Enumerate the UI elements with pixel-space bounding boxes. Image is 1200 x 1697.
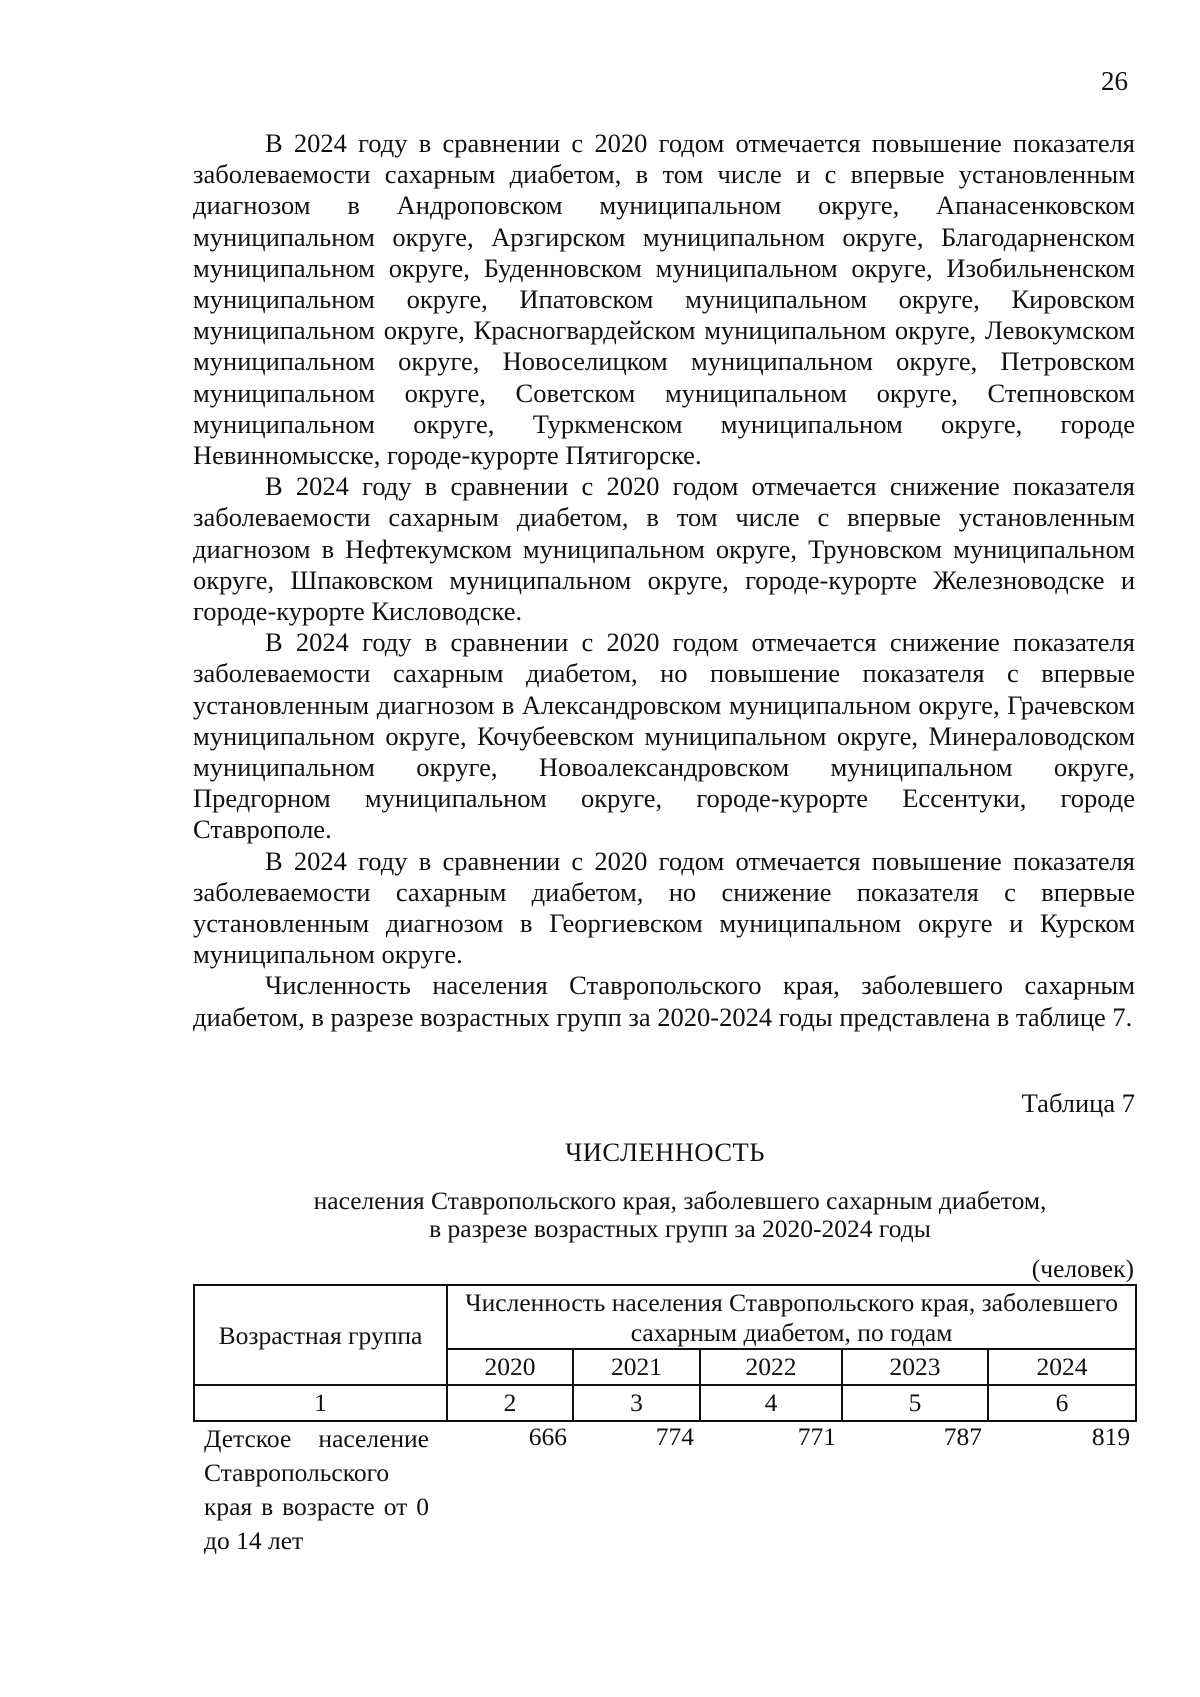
table-column-numbers-row bbox=[194, 1385, 1136, 1421]
header-year: 2023 bbox=[842, 1349, 988, 1385]
paragraph-1: В 2024 году в сравнении с 2020 годом отмечается повышение показателя заболеваемости сахарным диабетом, в том числе и с впервые установленным диагнозом в Андроповском муниципальном округе, Апанасенковском муниципальном округе, Арзгирском муниципальном округе, Благодарненском муниципальном округе, Буденновском муниципальном округе, Изобильненском муниципальном округе, Ипатовском муниципальном округе, Кировском муниципальном округе, Красногвардейском муниципальном округе, Левокумском муниципальном округе, Новоселицком муниципальном округе, Петровском муниципальном округе, Советском муниципальном округе, Степновском муниципальном округе, Туркменском муниципальном округе, городе Невинномысске, городе-курорте Пятигорске. bbox=[193, 128, 1135, 471]
header-year: 2020 bbox=[447, 1349, 573, 1385]
data-table bbox=[193, 1284, 1137, 1558]
paragraph-5: Численность населения Ставропольского края, заболевшего сахарным диабетом, в разрезе возрастных групп за 2020-2024 годы представлена в таблице 7. bbox=[193, 970, 1135, 1032]
header-year: 2021 bbox=[573, 1349, 700, 1385]
page-number: 26 bbox=[1101, 66, 1128, 96]
row-value: 666 bbox=[528, 1422, 567, 1451]
row-value: 819 bbox=[1091, 1422, 1131, 1451]
row-group-label: Детское население Ставропольского края в возрасте от 0 до 14 лет bbox=[204, 1424, 429, 1555]
column-number: 1 bbox=[194, 1385, 447, 1421]
header-span: Численность населения Ставропольского края, заболевшего сахарным диабетом, по годам bbox=[447, 1285, 1136, 1349]
column-number: 3 bbox=[573, 1385, 700, 1421]
column-number: 4 bbox=[700, 1385, 842, 1421]
row-value: 774 bbox=[655, 1422, 694, 1451]
table-subtitle-line-1: населения Ставропольского края, заболевшего сахарным диабетом, bbox=[313, 1186, 1047, 1215]
row-value: 771 bbox=[797, 1422, 836, 1451]
header-age-group: Возрастная группа bbox=[194, 1285, 447, 1385]
header-year: 2022 bbox=[700, 1349, 842, 1385]
column-number: 6 bbox=[988, 1385, 1136, 1421]
unit-label: (человек) bbox=[1031, 1254, 1134, 1283]
paragraph-3: В 2024 году в сравнении с 2020 годом отмечается снижение показателя заболеваемости сахарным диабетом, но повышение показателя с впервые установленным диагнозом в Александровском муниципальном округе, Грачевском муниципальном округе, Кочубеевском муниципальном округе, Минераловодском муниципальном округе, Новоалександровском муниципальном округе, Предгорном муниципальном округе, городе-курорте Ессентуки, городе Ставрополе. bbox=[193, 627, 1135, 845]
column-number: 5 bbox=[842, 1385, 988, 1421]
paragraph-2: В 2024 году в сравнении с 2020 годом отмечается снижение показателя заболеваемости сахарным диабетом, в том числе с впервые установленным диагнозом в Нефтекумском муниципальном округе, Труновском муниципальном округе, Шпаковском муниципальном округе, городе-курорте Железноводске и городе-курорте Кисловодске. bbox=[193, 471, 1135, 627]
table-row bbox=[194, 1421, 1136, 1558]
table-subtitle-line-2: в разрезе возрастных групп за 2020-2024 годы bbox=[429, 1214, 931, 1243]
header-year: 2024 bbox=[988, 1349, 1136, 1385]
body-text bbox=[193, 128, 1135, 1033]
table-header-row bbox=[194, 1285, 1136, 1349]
column-number: 2 bbox=[447, 1385, 573, 1421]
table-number-label: Таблица 7 bbox=[1021, 1088, 1135, 1118]
row-value: 787 bbox=[943, 1422, 982, 1451]
paragraph-4: В 2024 году в сравнении с 2020 годом отмечается повышение показателя заболеваемости сахарным диабетом, но снижение показателя с впервые установленным диагнозом в Георгиевском муниципальном округе и Курском муниципальном округе. bbox=[193, 845, 1135, 970]
table-subtitle bbox=[240, 1187, 1120, 1243]
table-title: ЧИСЛЕННОСТЬ bbox=[565, 1137, 765, 1167]
